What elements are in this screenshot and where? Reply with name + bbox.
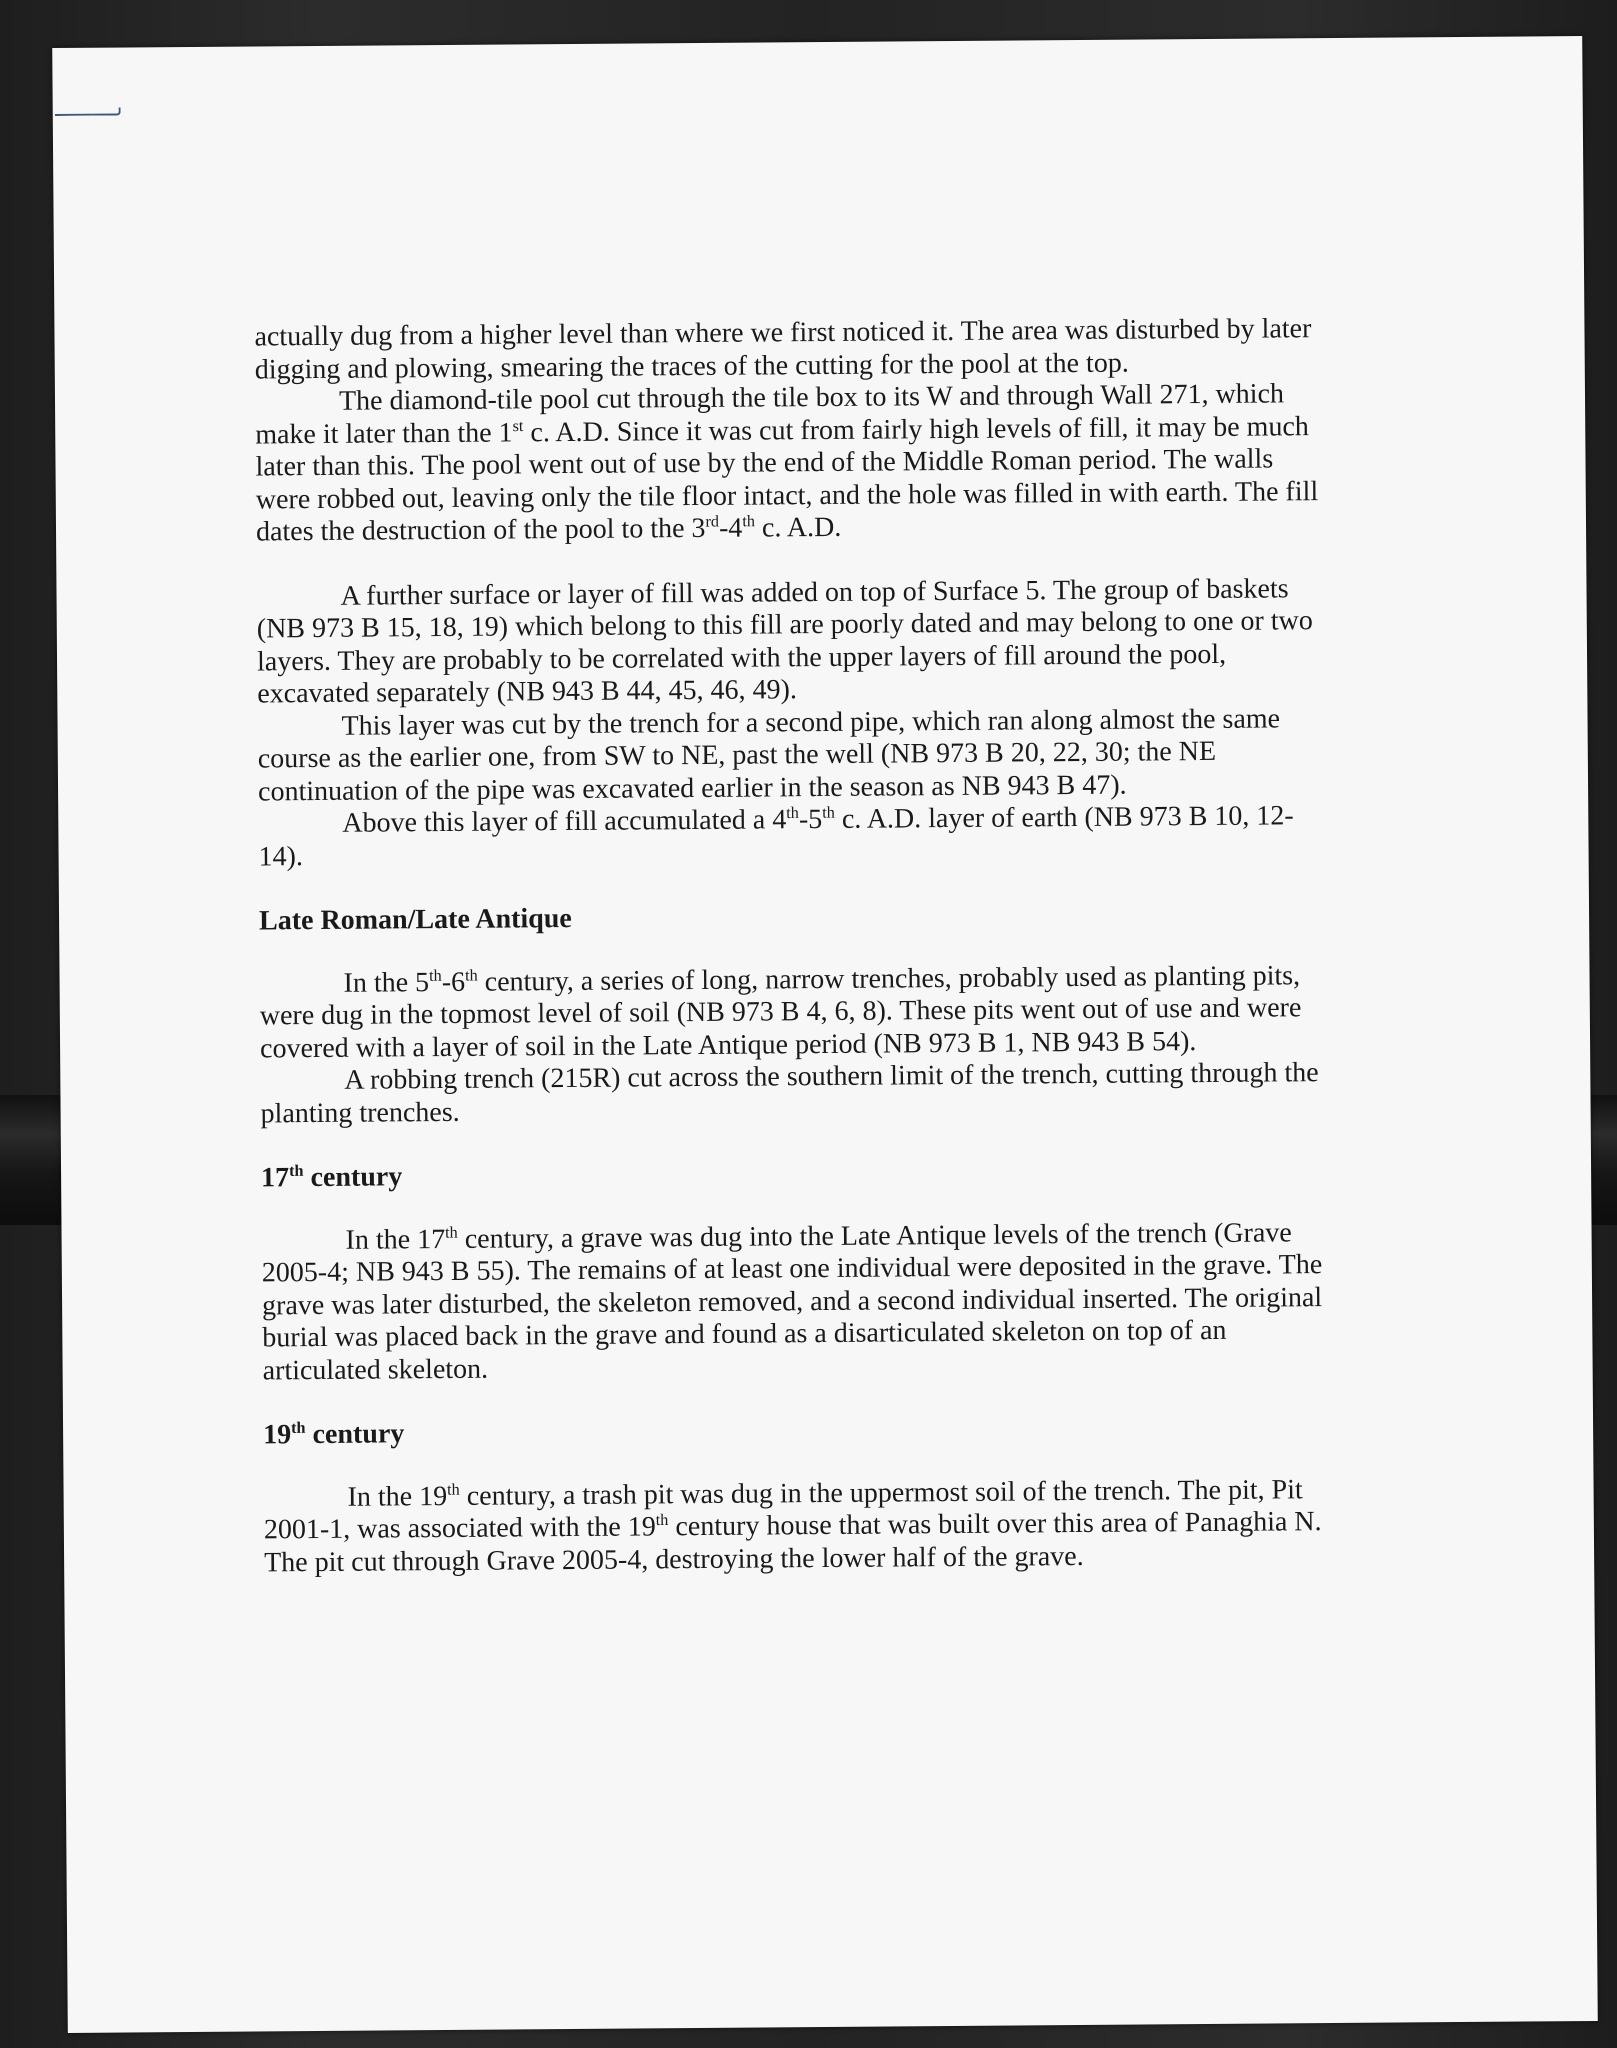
paragraph-3: A further surface or layer of fill was added on top of Surface 5. The group of baskets (NB 973 B 15, 18, 19) which belong to this fill are poorly dated and may belong to one or two layers. They are probably to be correlated with the upper layers of fill around the pool, excavated separately (NB 943 B 44, 45, 46, 49). <box>256 572 1313 710</box>
paragraph-4: This layer was cut by the trench for a second pipe, which ran along almost the same course as the earlier one, from SW to NE, past the well (NB 973 B 20, 22, 30; the NE continuation of the pipe was excavated earlier in the season as NB 943 B 47). <box>257 702 1281 807</box>
heading-text-b: century <box>303 1161 403 1194</box>
paragraph-5-text-a: Above this layer of fill accumulated a 4 <box>342 804 787 839</box>
paragraph-7: A robbing trench (215R) cut across the southern limit of the trench, cutting through the planting trenches. <box>260 1057 1319 1129</box>
section-heading-late-roman: Late Roman/Late Antique <box>258 902 572 937</box>
paragraph-5-text-c: c. A.D. layer of earth (NB 973 B 10, 12-14). <box>258 800 1294 872</box>
paragraph-5 <box>258 800 1328 873</box>
paragraph-8-text-a: In the 17 <box>345 1223 446 1256</box>
superscript: th <box>464 965 478 984</box>
superscript: th <box>822 803 835 822</box>
paragraph-6-text-b: -6 <box>441 966 466 998</box>
paragraph-6-text-a: In the 5 <box>343 966 430 999</box>
paragraph-2-text-a: The diamond-tile pool cut through the tile box to its W and through Wall 271, which make it later than the 1 <box>255 378 1285 450</box>
superscript: th <box>742 512 755 531</box>
superscript: th <box>655 1510 669 1530</box>
superscript: rd <box>705 512 720 531</box>
paragraph-6-text-c: century, a series of long, narrow trenches, probably used as planting pits, were dug in the topmost level of soil (NB 973 B 4, 6, 8). These pits went out of use and were covered with a layer of soil in the Late Antique period (NB 973 B 1, NB 943 B 54). <box>259 959 1302 1064</box>
document-body <box>254 313 1334 1579</box>
superscript: th <box>288 1161 304 1180</box>
heading-text-a: 17 <box>260 1162 290 1194</box>
paragraph-2-text-b: c. A.D. Since it was cut from fairly high levels of fill, it may be much later than this. The pool went out of use by the end of the Middle Roman period. The walls were robbed out, leaving only the tile floor intact, and the hole was filled in with earth. The fill dates the destruction of the pool to the 3 <box>255 410 1319 548</box>
paragraph-9 <box>263 1474 1334 1580</box>
paragraph-2-text-c: -4 <box>718 512 743 544</box>
paragraph-2-text-d: c. A.D. <box>754 511 842 544</box>
superscript: th <box>445 1223 458 1242</box>
paragraph-9-text-c: century house that was built over this area of Panaghia N. The pit cut through Grave 2005-4, destroying the lower half of the grave. <box>264 1506 1322 1578</box>
paragraph-1: actually dug from a higher level than where we first noticed it. The area was disturbed by later digging and plowing, smearing the traces of the cutting for the pool at the top. <box>254 313 1312 385</box>
superscript: th <box>447 1480 460 1499</box>
staple-mark <box>55 108 121 117</box>
document-page <box>52 36 1598 2033</box>
heading-text-b: century <box>305 1418 405 1451</box>
superscript: th <box>428 966 442 985</box>
paragraph-9-text-b: century, a trash pit was dug in the uppermost soil of the trench. The pit, Pit 2001-1, was associated with the 19 <box>263 1473 1303 1546</box>
paragraph-8 <box>261 1217 1332 1388</box>
paragraph-2 <box>255 378 1326 549</box>
superscript: st <box>512 416 524 435</box>
paragraph-8-text-b: century, a grave was dug into the Late Antique levels of the trench (Grave 2005-4; NB 943 B 55). The remains of at least one individual were deposited in the grave. The grave was later disturbed, the skeleton removed, and a second individual inserted. The original burial was placed back in the grave and found as a disarticulated skeleton on top of an articulated skeleton. <box>261 1216 1323 1386</box>
paragraph-5-text-b: -5 <box>798 804 823 836</box>
paragraph-9-text-a: In the 19 <box>347 1480 448 1513</box>
heading-text-a: 19 <box>263 1419 292 1451</box>
superscript: th <box>291 1418 306 1437</box>
paragraph-6 <box>259 960 1330 1066</box>
superscript: th <box>786 803 799 822</box>
